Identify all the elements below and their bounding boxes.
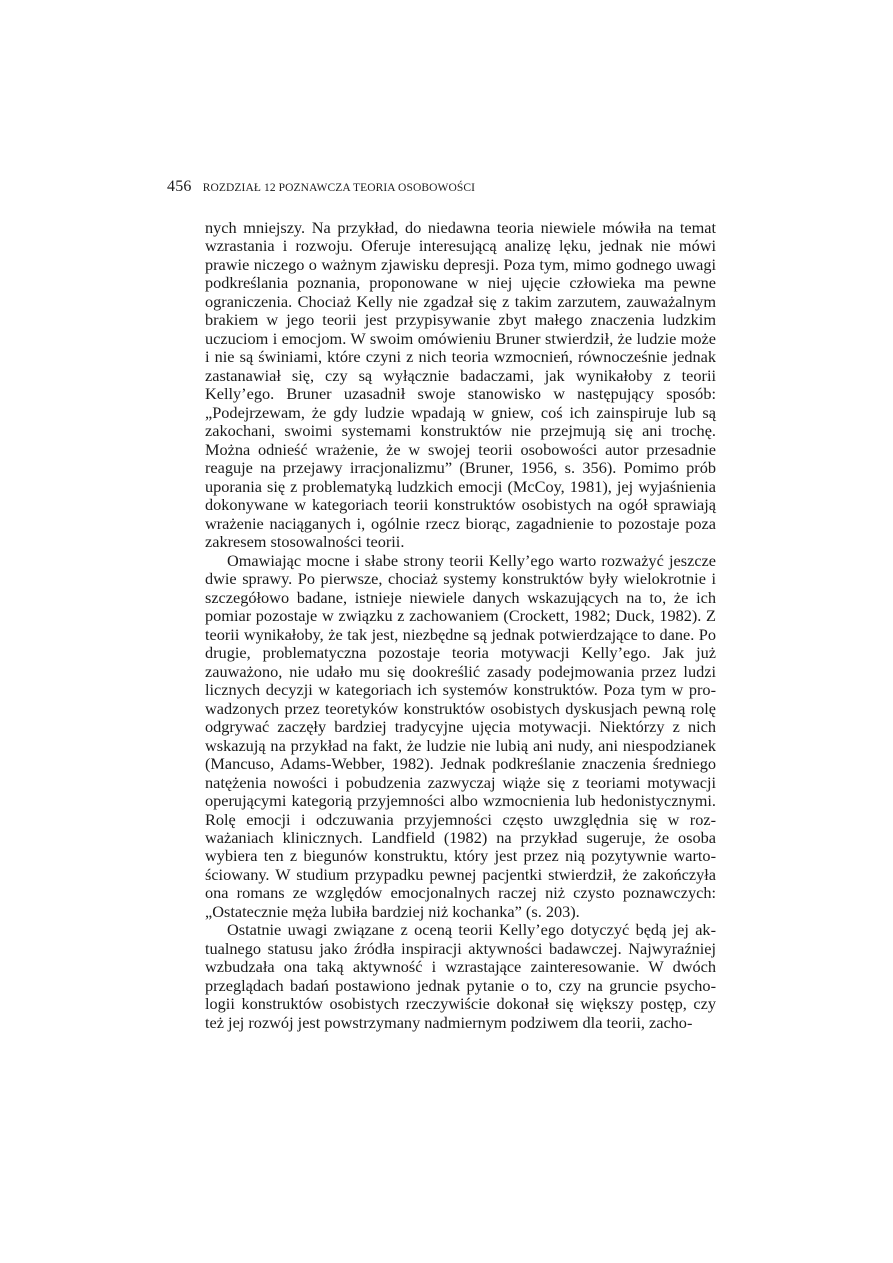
paragraph: Omawiając mocne i słabe strony teorii Kelly’ego warto rozważyć jeszcze dwie sprawy. Po pierwsze, chociaż systemy konstruktów były wielokrotnie i szczegółowo badane, istnieje niewiele danych wskazujących na to, że ich pomiar pozostaje w związku z zachowaniem (Crockett, 1982; Duck, 1982). Z teorii wynikałoby, że tak jest, niezbędne są jednak potwierdzające to dane. Po drugie, problematyczna pozostaje teoria motywacji Kelly’ego. Jak już zauważono, nie udało mu się dookreślić zasady podejmowania przez ludzi licznych decyzji w kategoriach ich systemów konstruktów. Poza tym w prowadzonych przez teoretyków konstruktów osobistych dyskusjach pewną rolę odgrywać zaczęły bardziej tradycyjne ujęcia motywacji. Niektórzy z nich wskazują na przykład na fakt, że ludzie nie lubią ani nudy, ani niespodzianek (Mancuso, Adams-Webber, 1982). Jednak podkreślanie znaczenia średniego natężenia nowości i pobudzenia zazwyczaj wiąże się z teoriami motywacji operującymi kategorią przyjemności albo wzmocnienia lub hedonistycznymi. Rolę emocji i odczuwania przyjemności często uwzględnia się w rozważaniach klinicznych. Landfield (1982) na przykład sugeruje, że osoba wybiera ten z biegunów konstruktu, który jest przez nią pozytywnie wartościowany. W studium przypadku pewnej pacjentki stwierdził, że zakończyła ona romans ze względów emocjonalnych raczej niż czysto poznawczych: „Ostatecznie męża lubiła bardziej niż kochanka” (s. 203). <box>205 550 716 921</box>
body-text <box>205 219 716 1032</box>
page-number: 456 <box>167 178 192 195</box>
running-head: ROZDZIAŁ 12 POZNAWCZA TEORIA OSOBOWOŚCI <box>202 182 476 194</box>
paragraph: nych mniejszy. Na przykład, do niedawna teoria niewiele mówiła na temat wzrastania i rozwoju. Oferuje interesującą analizę lęku, jednak nie mówi prawie niczego o ważnym zjawisku depresji. Poza tym, mimo godnego uwagi podkreślania poznania, proponowane w niej ujęcie człowieka ma pewne ograniczenia. Chociaż Kelly nie zgadzał się z takim zarzutem, zauważalnym brakiem w jego teorii jest przypisywanie zbyt małego znaczenia ludzkim uczuciom i emocjom. W swoim omówieniu Bruner stwierdził, że ludzie może i nie są świniami, które czyni z nich teoria wzmocnień, równocześnie jednak zastanawiał się, czy są wyłącznie badaczami, jak wynikałoby z teorii Kelly’ego. Bruner uzasadnił swoje stanowisko w następujący sposób: „Podejrzewam, że gdy ludzie wpadają w gniew, coś ich zainspiruje lub są zakochani, swoimi systemami konstruktów nie przejmują się ani trochę. Można odnieść wrażenie, że w swojej teorii osobowości autor przesadnie reaguje na przejawy irracjonalizmu” (Bruner, 1956, s. 356). Pomimo prób uporania się z problematyką ludzkich emocji (McCoy, 1981), jej wyjaśnienia dokonywane w kategoriach teorii konstruktów osobistych na ogół sprawiają wrażenie naciąganych i, ogólnie rzecz biorąc, zagadnienie to pozostaje poza zakresem stosowalności teorii. <box>205 218 716 552</box>
page-header <box>167 176 727 200</box>
paragraph: Ostatnie uwagi związane z oceną teorii Kelly’ego dotyczyć będą jej aktualnego statusu jako źródła inspiracji aktywności badawczej. Najwyraźniej wzbudzała ona taką aktywność i wzrastające zainteresowanie. W dwóch przeglądach badań postawiono jednak pytanie o to, czy na gruncie psychologii konstruktów osobistych rzeczywiście dokonał się większy postęp, czy też jej rozwój jest powstrzymany nadmiernym podziwem dla teorii, zacho- <box>205 920 716 1032</box>
